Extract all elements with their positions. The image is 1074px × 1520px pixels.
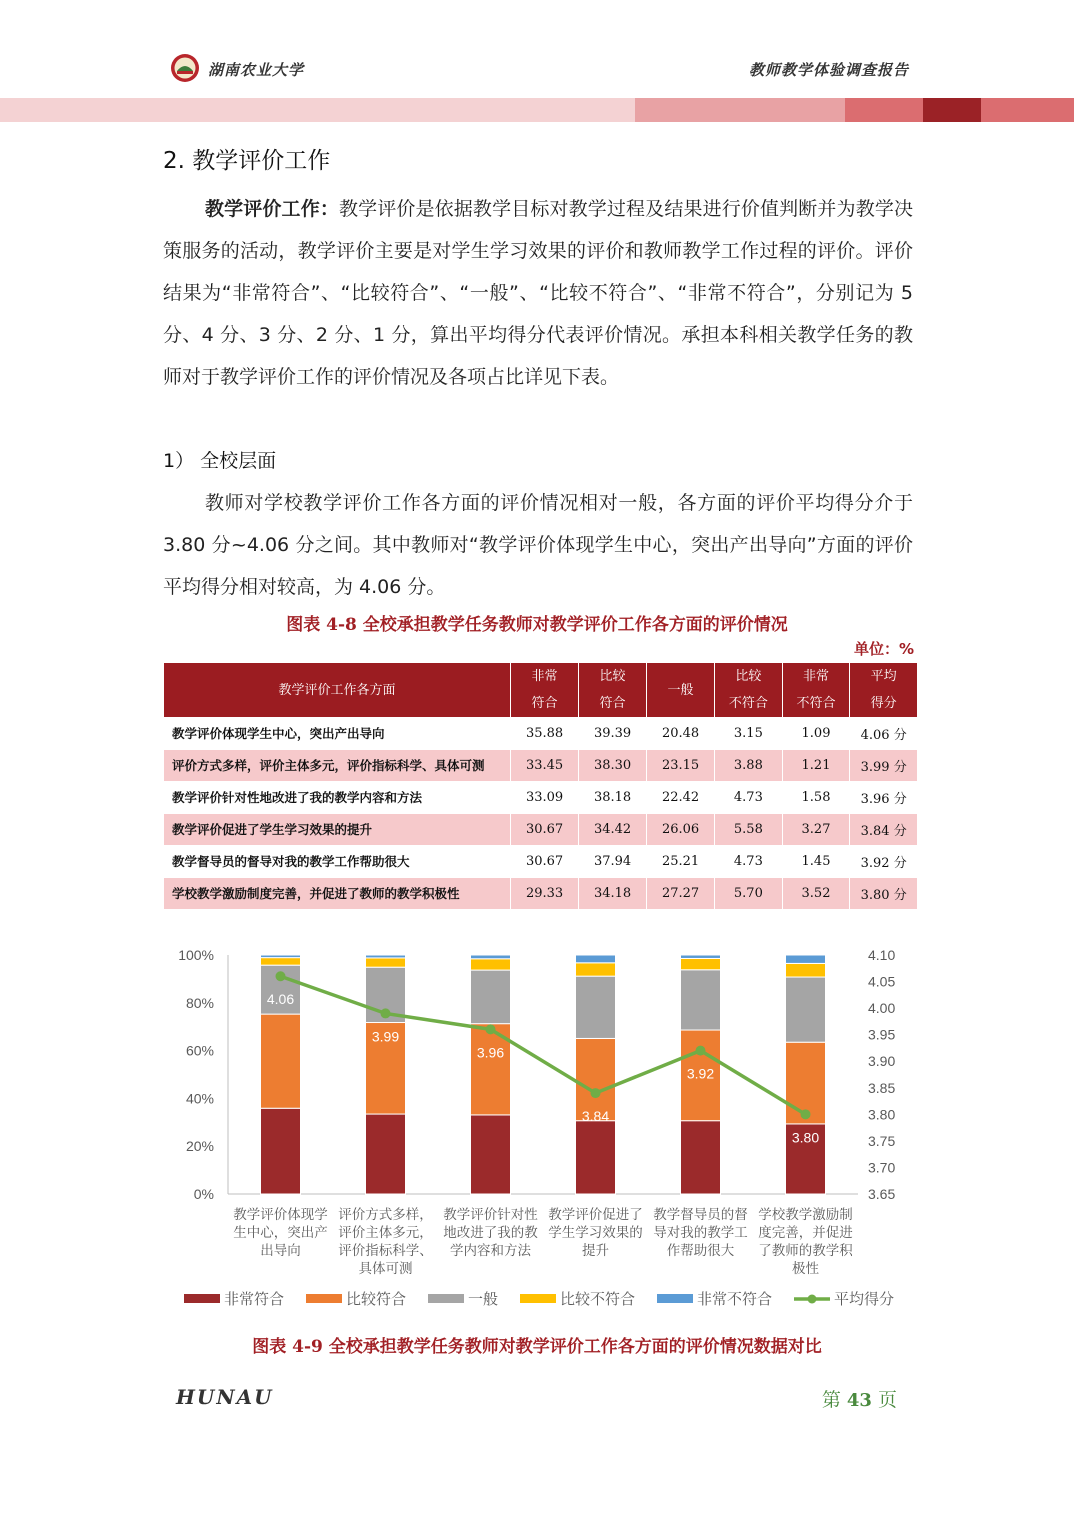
table-row: 学校教学激励制度完善，并促进了教师的教学积极性 29.33 34.18 27.27 5.70 3.52 3.80 分 — [164, 878, 918, 910]
intro-paragraph — [163, 188, 913, 398]
average-score-label: 3.96 — [476, 1044, 505, 1061]
bar-segment-3 — [681, 970, 721, 1030]
header-very-disagree: 非常 不符合 — [782, 663, 850, 718]
bar-segment-1 — [576, 1121, 616, 1194]
header-aspect: 教学评价工作各方面 — [164, 663, 511, 718]
x-tick-label: 导对我的教学工 — [653, 1225, 748, 1240]
table-row: 教学评价促进了学生学习效果的提升 30.67 34.42 26.06 5.58 3.27 3.84 分 — [164, 814, 918, 846]
table-row: 教学评价体现学生中心，突出产出导向 35.88 39.39 20.48 3.15 1.09 4.06 分 — [164, 718, 918, 750]
average-score-point — [486, 1024, 496, 1034]
x-tick-label: 教学评价促进了 — [548, 1207, 643, 1222]
x-tick-label: 评价主体多元， — [338, 1225, 433, 1240]
x-tick-label: 具体可测 — [358, 1261, 413, 1276]
table-row: 教学督导员的督导对我的教学工作帮助很大 30.67 37.94 25.21 4.73 1.45 3.92 分 — [164, 846, 918, 878]
y-left-tick-label: 100% — [178, 947, 214, 963]
x-tick-label: 度完善，并促进 — [758, 1225, 853, 1240]
bar-segment-5 — [261, 955, 301, 958]
intro-lead: 教学评价工作： — [205, 198, 339, 220]
legend-swatch — [520, 1294, 556, 1303]
bar-segment-1 — [366, 1114, 406, 1194]
x-tick-label: 极性 — [792, 1261, 819, 1276]
bar-segment-5 — [471, 955, 511, 959]
average-score-label: 4.06 — [266, 991, 295, 1008]
average-score-point — [276, 971, 286, 981]
y-right-tick-label: 3.80 — [868, 1106, 896, 1123]
x-tick-label: 作帮助很大 — [666, 1243, 735, 1258]
bar-segment-4 — [786, 963, 826, 977]
y-right-tick-label: 4.05 — [868, 973, 896, 990]
x-tick-label: 评价指标科学、 — [338, 1243, 433, 1258]
y-right-tick-label: 3.65 — [868, 1186, 896, 1202]
average-score-point — [801, 1109, 811, 1119]
y-left-tick-label: 20% — [185, 1138, 214, 1155]
x-tick-label: 地改进了我的教 — [443, 1225, 538, 1240]
header-neutral: 一般 — [647, 663, 715, 718]
average-score-point — [591, 1088, 601, 1098]
average-score-line — [281, 976, 806, 1114]
bar-segment-5 — [786, 955, 826, 963]
header-band-dark — [845, 98, 923, 122]
chart-caption: 图表 4-9 全校承担教学任务教师对教学评价工作各方面的评价情况数据对比 — [252, 1337, 822, 1357]
bar-segment-5 — [576, 955, 616, 963]
table-row: 评价方式多样，评价主体多元，评价指标科学、具体可测 33.45 38.30 23.15 3.88 1.21 3.99 分 — [164, 750, 918, 782]
y-left-tick-label: 60% — [185, 1042, 214, 1059]
x-tick-label: 生中心，突出产 — [233, 1225, 328, 1240]
page-header — [0, 0, 1074, 130]
subheading-school-level: 1） 全校层面 — [163, 450, 277, 472]
legend-label: 非常符合 — [224, 1291, 285, 1308]
footer-logo: HUNAU — [176, 1385, 274, 1409]
intro-text: 教学评价是依据教学目标对教学过程及结果进行价值判断并为教学决策服务的活动，教学评价主要是对学生学习效果的评价和教师教学工作过程的评价。评价结果为“非常符合”、“比较符合”、“一般”、“比较不符合”、“非常不符合”，分别记为 5 分、4 分、3 分、2 分、1 分，算出平均得分代表评价情况。承担本科相关教学任务的教师对于教学评价工作的评价情况及各项占比详见下表。 — [163, 198, 913, 388]
header-band-mid — [635, 98, 845, 122]
legend-label: 平均得分 — [834, 1291, 895, 1308]
table-header-row — [164, 663, 918, 718]
average-score-label: 3.99 — [371, 1028, 400, 1045]
bar-segment-4 — [681, 958, 721, 969]
header-average: 平均 得分 — [850, 663, 918, 718]
summary-paragraph: 教师对学校教学评价工作各方面的评价情况相对一般，各方面的评价平均得分介于 3.80 分~4.06 分之间。其中教师对“教学评价体现学生中心，突出产出导向”方面的评价平均得分相对较高，为 4.06 分。 — [163, 492, 913, 598]
bar-segment-4 — [366, 958, 406, 967]
y-right-tick-label: 3.70 — [868, 1159, 896, 1176]
legend-swatch — [306, 1294, 342, 1303]
table-unit: 单位：% — [853, 640, 914, 658]
legend-label: 一般 — [468, 1291, 499, 1308]
x-tick-label: 学内容和方法 — [450, 1243, 531, 1258]
header-disagree: 比较 不符合 — [715, 663, 783, 718]
x-tick-label: 提升 — [582, 1243, 609, 1258]
y-right-tick-label: 3.85 — [868, 1079, 896, 1096]
y-left-tick-label: 80% — [185, 994, 214, 1011]
university-name: 湖南农业大学 — [208, 61, 305, 79]
table-caption: 图表 4-8 全校承担教学任务教师对教学评价工作各方面的评价情况 — [286, 615, 788, 635]
bar-segment-2 — [261, 1014, 301, 1108]
table-row: 教学评价针对性地改进了我的教学内容和方法 33.09 38.18 22.42 4.73 1.58 3.96 分 — [164, 782, 918, 814]
bar-segment-3 — [576, 976, 616, 1038]
y-right-tick-label: 4.00 — [868, 1000, 896, 1017]
header-very-agree: 非常 符合 — [511, 663, 579, 718]
y-left-tick-label: 40% — [185, 1090, 214, 1107]
evaluation-table — [163, 662, 918, 910]
x-tick-label: 学生学习效果的 — [548, 1225, 643, 1240]
x-tick-label: 学校教学激励制 — [758, 1207, 853, 1222]
bar-segment-5 — [366, 955, 406, 958]
bar-segment-1 — [471, 1115, 511, 1194]
evaluation-stacked-chart — [160, 942, 920, 1322]
legend-label: 比较不符合 — [560, 1291, 636, 1308]
y-right-tick-label: 3.90 — [868, 1053, 896, 1070]
y-right-tick-label: 3.75 — [868, 1132, 896, 1149]
bar-segment-1 — [681, 1121, 721, 1194]
average-score-point — [381, 1008, 391, 1018]
section-title: 2. 教学评价工作 — [163, 148, 331, 174]
header-agree: 比较 符合 — [579, 663, 647, 718]
x-tick-label: 出导向 — [260, 1243, 301, 1258]
average-score-label: 3.80 — [791, 1129, 820, 1146]
y-right-tick-label: 3.95 — [868, 1026, 896, 1043]
university-seal-icon — [170, 53, 200, 83]
legend-swatch — [184, 1294, 220, 1303]
bar-segment-4 — [261, 958, 301, 966]
legend-swatch — [428, 1294, 464, 1303]
y-left-tick-label: 0% — [193, 1186, 214, 1202]
bar-segment-5 — [681, 955, 721, 958]
bar-segment-4 — [471, 959, 511, 970]
report-title: 教师教学体验调查报告 — [748, 61, 909, 79]
x-tick-label: 了教师的教学积 — [758, 1243, 853, 1258]
legend-label: 非常不符合 — [697, 1291, 773, 1308]
header-band-light — [0, 98, 635, 122]
x-tick-label: 教学评价针对性 — [443, 1207, 538, 1222]
bar-segment-3 — [471, 970, 511, 1024]
x-tick-label: 教学评价体现学 — [233, 1207, 328, 1222]
y-right-tick-label: 4.10 — [868, 947, 896, 963]
legend-swatch — [657, 1294, 693, 1303]
header-band-deep — [923, 98, 981, 122]
x-tick-label: 评价方式多样， — [338, 1207, 433, 1222]
header-band-end — [981, 98, 1074, 122]
bar-segment-4 — [576, 963, 616, 976]
average-score-point — [696, 1046, 706, 1056]
average-score-label: 3.92 — [686, 1065, 715, 1082]
legend-label: 比较符合 — [346, 1291, 407, 1308]
bar-segment-1 — [261, 1108, 301, 1194]
average-score-label: 3.84 — [581, 1108, 610, 1125]
legend-line-marker — [808, 1295, 817, 1304]
bar-segment-3 — [786, 977, 826, 1042]
x-tick-label: 教学督导员的督 — [653, 1207, 748, 1222]
page-number: 第 43 页 — [821, 1389, 897, 1411]
